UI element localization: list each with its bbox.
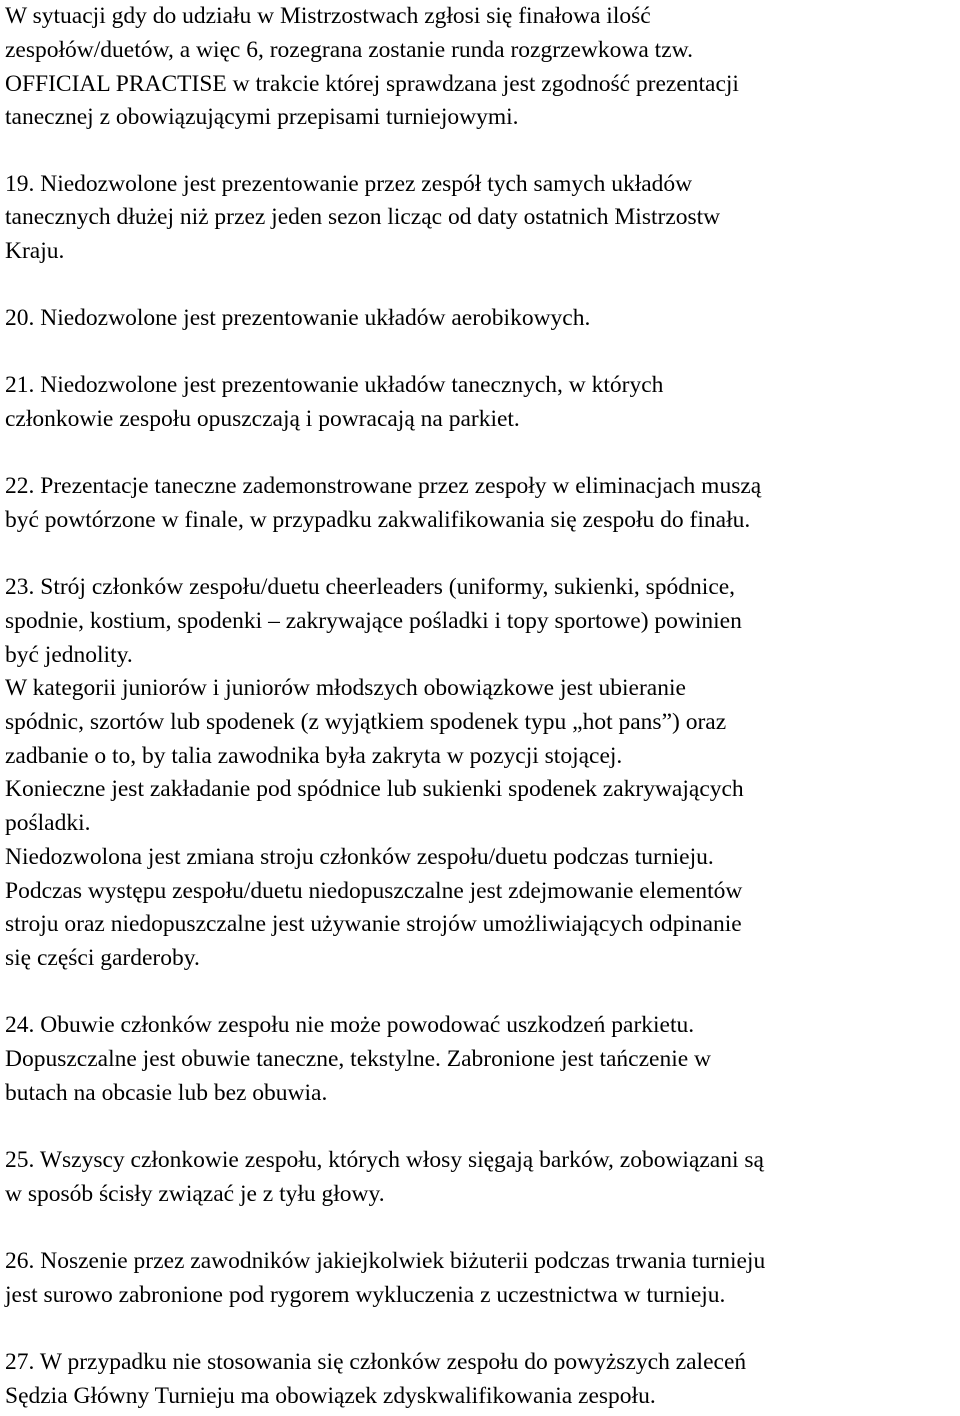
text-line: W sytuacji gdy do udziału w Mistrzostwach zgłosi się finałowa ilość [5, 3, 651, 29]
text-line: być powtórzone w finale, w przypadku zakwalifikowania się zespołu do finału. [5, 507, 751, 533]
text-line: 27. W przypadku nie stosowania się członków zespołu do powyższych zaleceń [5, 1349, 747, 1375]
text-line: Podczas występu zespołu/duetu niedopuszczalne jest zdejmowanie elementów [5, 878, 743, 904]
text-line: W kategorii juniorów i juniorów młodszych obowiązkowe jest ubieranie [5, 675, 686, 701]
text-line: spódnic, szortów lub spodenek (z wyjątkiem spodenek typu „hot pans”) oraz [5, 709, 727, 735]
text-line: 26. Noszenie przez zawodników jakiejkolwiek biżuterii podczas trwania turnieju [5, 1248, 766, 1274]
text-line: Dopuszczalne jest obuwie taneczne, tekstylne. Zabronione jest tańczenie w [5, 1046, 712, 1072]
text-line: być jednolity. [5, 642, 133, 668]
text-line: się części garderoby. [5, 945, 200, 971]
text-line: jest surowo zabronione pod rygorem wykluczenia z uczestnictwa w turnieju. [5, 1282, 726, 1308]
text-line: 23. Strój członków zespołu/duetu cheerleaders (uniformy, sukienki, spódnice, [5, 574, 736, 600]
text-line: 21. Niedozwolone jest prezentowanie układów tanecznych, w których [5, 372, 664, 398]
text-line: 22. Prezentacje taneczne zademonstrowane przez zespoły w eliminacjach muszą [5, 473, 762, 499]
text-line: tanecznej z obowiązującymi przepisami turniejowymi. [5, 104, 519, 130]
text-line: w sposób ścisły związać je z tyłu głowy. [5, 1181, 385, 1207]
text-line: OFFICIAL PRACTISE w trakcie której sprawdzana jest zgodność prezentacji [5, 71, 739, 97]
text-line: tanecznych dłużej niż przez jeden sezon licząc od daty ostatnich Mistrzostw [5, 204, 721, 230]
text-line: Konieczne jest zakładanie pod spódnice lub sukienki spodenek zakrywających [5, 776, 744, 802]
text-line: 19. Niedozwolone jest prezentowanie przez zespół tych samych układów [5, 171, 693, 197]
text-line: zespołów/duetów, a więc 6, rozegrana zostanie runda rozgrzewkowa tzw. [5, 37, 693, 63]
text-line: spodnie, kostium, spodenki – zakrywające pośladki i topy sportowe) powinien [5, 608, 742, 634]
text-line: butach na obcasie lub bez obuwia. [5, 1080, 328, 1106]
text-line: Kraju. [5, 238, 65, 264]
text-line: stroju oraz niedopuszczalne jest używanie strojów umożliwiających odpinanie [5, 911, 742, 937]
text-line: Niedozwolona jest zmiana stroju członków zespołu/duetu podczas turnieju. [5, 844, 714, 870]
text-line: pośladki. [5, 810, 91, 836]
text-line: 20. Niedozwolone jest prezentowanie układów aerobikowych. [5, 305, 591, 331]
text-line: Sędzia Główny Turnieju ma obowiązek zdyskwalifikowania zespołu. [5, 1383, 656, 1409]
text-line: zadbanie o to, by talia zawodnika była zakryta w pozycji stojącej. [5, 743, 623, 769]
text-line: 25. Wszyscy członkowie zespołu, których włosy sięgają barków, zobowiązani są [5, 1147, 764, 1173]
text-line: 24. Obuwie członków zespołu nie może powodować uszkodzeń parkietu. [5, 1012, 695, 1038]
text-line: członkowie zespołu opuszczają i powracają na parkiet. [5, 406, 520, 432]
